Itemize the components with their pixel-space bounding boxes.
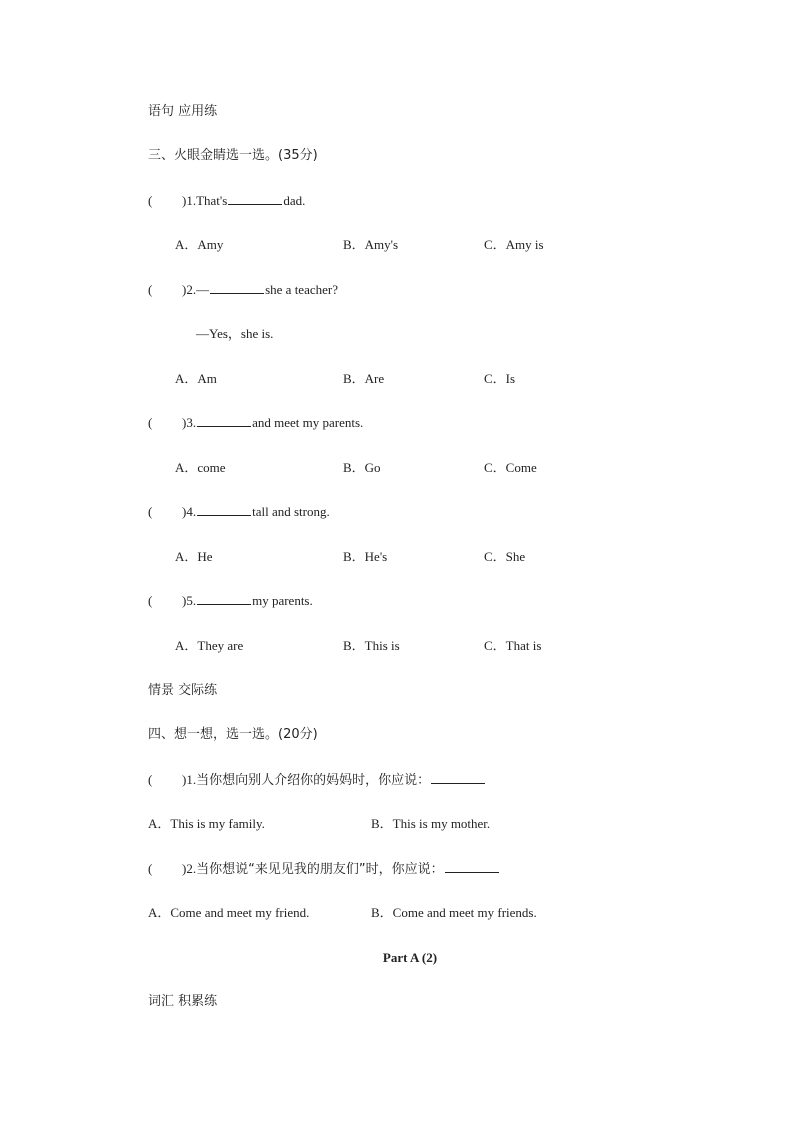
- question-4-2: ( )2.当你想说“来见见我的朋友们”时，你应说：: [148, 860, 500, 879]
- option-a[interactable]: A．This is my family.: [148, 816, 265, 831]
- dialogue-reply: —Yes，she is.: [196, 326, 274, 341]
- option-c[interactable]: C．She: [484, 549, 526, 564]
- section-title-sentence-practice: 语句 应用练: [148, 104, 218, 119]
- option-a[interactable]: A．They are: [175, 638, 244, 653]
- option-c[interactable]: C．Come: [484, 460, 537, 475]
- fill-blank[interactable]: [210, 281, 264, 294]
- option-c[interactable]: C．Is: [484, 371, 516, 386]
- option-b[interactable]: B．Come and meet my friends.: [371, 905, 537, 920]
- option-b[interactable]: B．Amy's: [343, 237, 399, 252]
- answer-paren[interactable]: (: [148, 415, 153, 430]
- option-c[interactable]: C．Amy is: [484, 237, 544, 252]
- section-title-vocabulary-practice: 词汇 积累练: [148, 994, 218, 1009]
- question-3-4: ( )4. tall and strong.: [148, 504, 330, 519]
- question-4-1: ( )1.当你想向别人介绍你的妈妈时，你应说：: [148, 771, 486, 790]
- answer-paren[interactable]: (: [148, 504, 153, 519]
- answer-paren[interactable]: (: [148, 861, 153, 876]
- fill-blank[interactable]: [445, 860, 499, 873]
- option-b[interactable]: B．Are: [343, 371, 385, 386]
- exercise-3-header: 三、火眼金睛选一选。(35分): [148, 148, 318, 163]
- fill-blank[interactable]: [197, 503, 251, 516]
- exercise-4-header: 四、想一想，选一选。(20分): [148, 727, 318, 742]
- question-3-5: ( )5. my parents.: [148, 593, 313, 608]
- part-title: Part A (2): [382, 950, 438, 965]
- answer-paren[interactable]: (: [148, 593, 153, 608]
- fill-blank[interactable]: [197, 592, 251, 605]
- option-a[interactable]: A．Come and meet my friend.: [148, 905, 310, 920]
- option-b[interactable]: B．This is my mother.: [371, 816, 491, 831]
- answer-paren[interactable]: (: [148, 772, 153, 787]
- question-3-1: ( )1.That's dad.: [148, 193, 306, 208]
- option-b[interactable]: B．Go: [343, 460, 381, 475]
- option-a[interactable]: A．He: [175, 549, 213, 564]
- option-b[interactable]: B．He's: [343, 549, 388, 564]
- option-a[interactable]: A．Am: [175, 371, 217, 386]
- fill-blank[interactable]: [431, 771, 485, 784]
- option-b[interactable]: B．This is: [343, 638, 400, 653]
- option-a[interactable]: A．come: [175, 460, 226, 475]
- fill-blank[interactable]: [228, 192, 282, 205]
- answer-paren[interactable]: (: [148, 193, 153, 208]
- question-3-3: ( )3. and meet my parents.: [148, 415, 364, 430]
- section-title-situational-practice: 情景 交际练: [148, 683, 218, 698]
- option-a[interactable]: A．Amy: [175, 237, 224, 252]
- option-c[interactable]: C．That is: [484, 638, 542, 653]
- answer-paren[interactable]: (: [148, 282, 153, 297]
- fill-blank[interactable]: [197, 414, 251, 427]
- question-3-2: ( )2.— she a teacher?: [148, 282, 338, 297]
